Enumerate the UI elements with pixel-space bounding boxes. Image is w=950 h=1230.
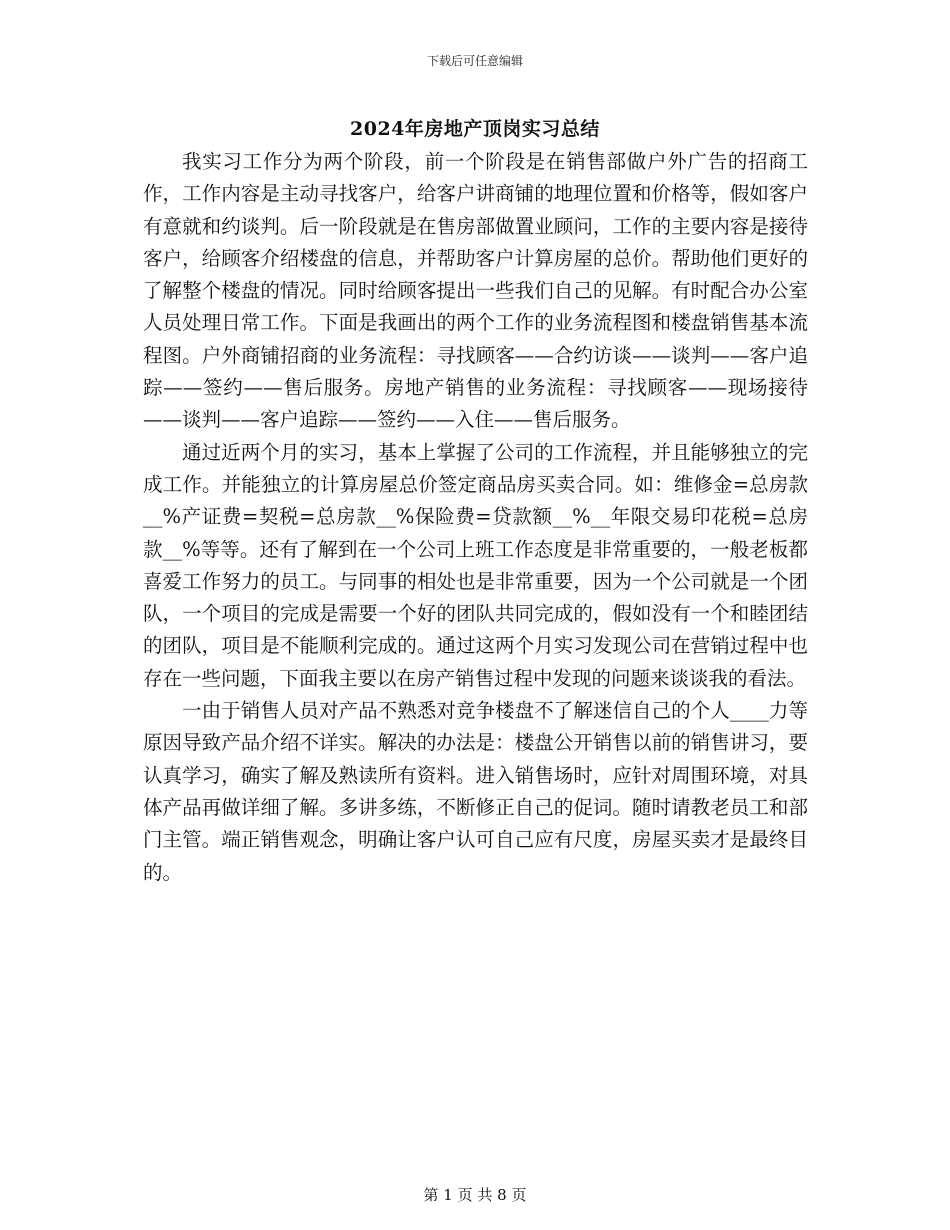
- paragraph: 一由于销售人员对产品不熟悉对竞争楼盘不了解迷信自己的个人____力等原因导致产品介绍不详实。解决的办法是：楼盘公开销售以前的销售讲习，要认真学习，确实了解及熟读所有资料。进入销售场时，应针对周围环境，对具体产品再做详细了解。多讲多练，不断修正自己的促词。随时请教老员工和部门主管。端正销售观念，明确让客户认可自己应有尺度，房屋买卖才是最终目的。: [143, 699, 808, 884]
- header-note: 下载后可任意编辑: [426, 54, 523, 68]
- paragraph: 我实习工作分为两个阶段，前一个阶段是在销售部做户外广告的招商工作，工作内容是主动寻找客户，给客户讲商铺的地理位置和价格等，假如客户有意就和约谈判。后一阶段就是在售房部做置业顾问，工作的主要内容是接待客户，给顾客介绍楼盘的信息，并帮助客户计算房屋的总价。帮助他们更好的了解整个楼盘的情况。同时给顾客提出一些我们自己的见解。有时配合办公室人员处理日常工作。下面是我画出的两个工作的业务流程图和楼盘销售基本流程图。户外商铺招商的业务流程：寻找顾客——合约访谈——谈判——客户追踪——签约——售后服务。房地产销售的业务流程：寻找顾客——现场接待——谈判——客户追踪——签约——入住——售后服务。: [143, 150, 808, 432]
- paragraph: 通过近两个月的实习，基本上掌握了公司的工作流程，并且能够独立的完成工作。并能独立的计算房屋总价签定商品房买卖合同。如：维修金=总房款__%产证费=契税=总房款__%保险费=贷款额__%__年限交易印花税=总房款__%等等。还有了解到在一个公司上班工作态度是非常重要的，一般老板都喜爱工作努力的员工。与同事的相处也是非常重要，因为一个公司就是一个团队，一个项目的完成是需要一个好的团队共同完成的，假如没有一个和睦团结的团队，项目是不能顺利完成的。通过这两个月实习发现公司在营销过程中也存在一些问题，下面我主要以在房产销售过程中发现的问题来谈谈我的看法。: [143, 440, 808, 690]
- document-title: 2024年房地产顶岗实习总结: [350, 118, 600, 140]
- document-body: [143, 146, 808, 889]
- page-number-footer: 第 1 页 共 8 页: [423, 1186, 527, 1204]
